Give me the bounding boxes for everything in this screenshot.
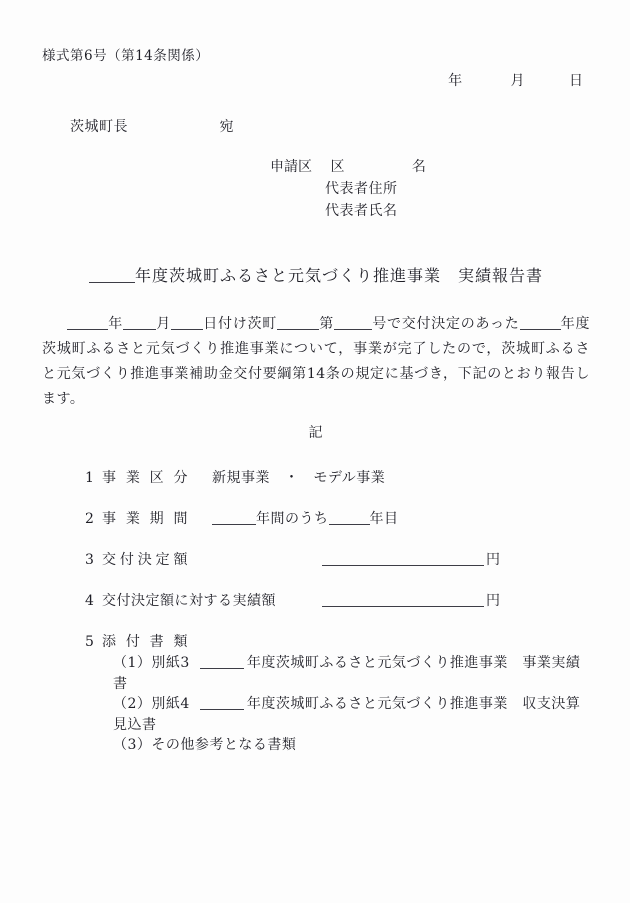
period-current-year-blank [329,511,370,525]
body-seg-dai: 第 [318,316,334,332]
district-field-label: 区 [330,159,345,175]
yen-unit-label: 円 [486,552,501,568]
attachment-row-3 [113,735,590,756]
doc-number-blank [334,316,372,330]
record-heading: 記 [308,425,324,441]
district-name-label: 名 [411,159,426,175]
project-period-value [212,511,399,527]
item-number: 3 [85,552,95,568]
applicant-row-label: 申請区 [270,159,312,175]
fiscal-year-blank-field [89,269,135,283]
item-grant-decision-amount [42,550,590,570]
yen-unit-label: 円 [486,593,501,609]
period-text-2: 年目 [369,511,399,527]
attachment-year-blank [200,696,244,710]
document-title [42,264,590,288]
month-blank-field [123,316,156,330]
fiscal-year-blank-2 [520,316,561,330]
items-list [42,468,590,756]
item-attachments [42,632,590,756]
attachment-prefix: （3） [113,737,152,753]
applicant-district-row [270,156,590,178]
item-label: 事業区分 [102,470,188,486]
attachments-list [42,653,590,756]
project-category-options: 新規事業 ・ モデル事業 [212,470,386,486]
document-title-text: 年度茨城町ふるさと元気づくり推進事業 実績報告書 [134,266,543,285]
year-blank-field [67,316,108,330]
item-label: 事業期間 [102,511,188,527]
period-text-1: 年間のうち [256,511,329,527]
item-number: 5 [85,634,95,650]
item-project-category [42,468,590,488]
attachment-title: その他参考となる書類 [151,737,297,753]
body-seg-main: 年度茨城町ふるさと元気づくり推進事業について，事業が完了したので，茨城町ふるさと元気づくり推進事業補助金交付要綱第14条の規定に基づき，下記のとおり報告します。 [42,316,591,407]
addressee-name: 茨城町長 [70,119,128,135]
attachment-prefix: （1）別紙3 [113,655,190,671]
body-seg-year: 年 [108,316,123,332]
date-line [42,70,590,90]
attachment-row-1 [113,653,590,694]
date-month-label: 月 [510,73,525,89]
period-years-blank [212,511,256,525]
date-year-label: 年 [448,73,463,89]
actual-amount-blank [322,593,484,607]
attachment-row-2 [113,694,590,735]
addressee-line [42,116,590,136]
body-seg-decided: 号で交付決定のあった [371,316,520,332]
item-actual-amount [42,591,590,611]
item-project-period [42,509,590,529]
item-label: 交付決定額に対する実績額 [102,593,276,609]
attachment-title: 年度茨城町ふるさと元気づくり推進事業 事業実績書 [113,655,581,692]
body-paragraph [42,312,590,412]
day-blank-field [171,316,203,330]
item-label: 交付決定額 [102,552,188,568]
representative-address-label: 代表者住所 [325,181,398,197]
applicant-block [42,156,590,222]
grant-amount-field [322,550,501,570]
date-day-label: 日 [569,73,583,89]
attachment-prefix: （2）別紙4 [113,696,190,712]
grant-amount-blank [322,552,484,566]
item-number: 2 [85,511,95,527]
body-seg-dated: 日付け茨町 [203,316,277,332]
representative-name-label: 代表者氏名 [325,203,398,219]
item-number: 1 [85,470,95,486]
actual-amount-field [322,591,501,611]
attachment-year-blank [200,655,244,669]
doc-number-prefix-blank [277,316,319,330]
item-label: 添付書類 [102,634,188,650]
body-seg-month: 月 [156,316,171,332]
form-number: 様式第6号（第14条関係） [42,48,210,64]
addressee-to-suffix: 宛 [219,119,234,135]
attachment-title: 年度茨城町ふるさと元気づくり推進事業 収支決算見込書 [113,696,581,733]
item-number: 4 [85,593,95,609]
